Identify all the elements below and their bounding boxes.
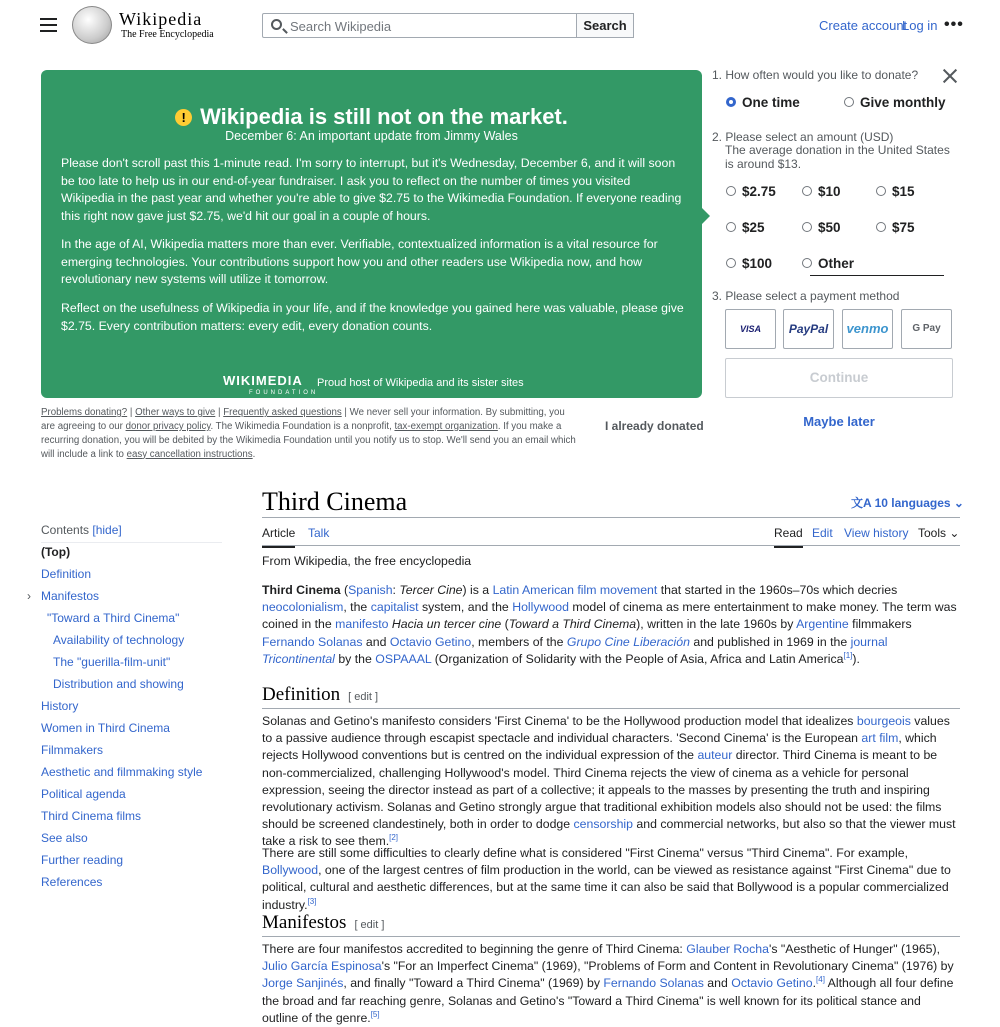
toc-hide-link[interactable]: [hide]: [92, 523, 122, 537]
edit-section-link[interactable]: [ edit ]: [354, 919, 385, 931]
tagline: The Free Encyclopedia: [121, 29, 214, 40]
toc-divider: [41, 542, 222, 543]
already-donated-button[interactable]: I already donated: [605, 419, 704, 433]
search-box[interactable]: [262, 13, 577, 38]
toc-item[interactable]: "Toward a Third Cinema": [47, 611, 180, 625]
create-account-link[interactable]: Create account: [819, 18, 908, 33]
tab-talk[interactable]: Talk: [308, 526, 330, 540]
search-input[interactable]: [290, 17, 570, 35]
one-time-radio[interactable]: One time: [726, 95, 800, 110]
banner-paragraph-2: In the age of AI, Wikipedia matters more than ever. Verifiable, contextualized information is a vital resource for emerging technologies. Your contributions support how you and other readers use Wikipedia now, and how revolutionary new systems will utilize it tomorrow.: [61, 237, 658, 286]
toc-item[interactable]: Aesthetic and filmmaking style: [41, 765, 203, 779]
article-link[interactable]: [5]: [370, 1009, 380, 1019]
tools-menu[interactable]: Tools ⌄: [918, 526, 960, 540]
close-icon[interactable]: [943, 69, 957, 83]
question-amount: 2. Please select an amount (USD): [712, 130, 894, 144]
article-link[interactable]: [4]: [816, 975, 825, 985]
tab-edit[interactable]: Edit: [812, 526, 833, 540]
definition-paragraph-1: Solanas and Getino's manifesto considers 'First Cinema' to be the Hollywood production model that idealizes bourgeois values to a passive audience through escapist spectacle and individual characters. 'Second Cinema' is the European art film, which rejects Hollywood conventions but is centred on the individual expression of the auteur director. Third Cinema is meant to be non-commercialized, challenging Hollywood's model. Third Cinema rejects the view of cinema as a vehicle for personal expression, seeing the director instead as part of a collective; it appeals to the masses by presenting the truth and inspiring revolutionary activism. Solanas and Getino strongly argue that traditional exhibition models also should not be used: the films should be screened clandestinely, both in order to dodge censorship and commercial networks, but also so that the viewer must take a risk to see them.[2]: [262, 714, 956, 849]
title-divider: [262, 517, 960, 518]
tab-view-history[interactable]: View history: [844, 526, 909, 540]
amount-radio-10[interactable]: $10: [802, 184, 841, 199]
banner-paragraph-1: Please don't scroll past this 1-minute read. I'm sorry to interrupt, but it's Wednesday, December 6, and it will soon be too late to help us in our end-of-year fundraiser. I ask you to reflect on the number of times you visited Wikipedia in the past year and whether you're able to give $2.75 to the Wikimedia Foundation. If everyone reading this right now gave just $2.75, we'd hit our goal in a couple of hours.: [61, 156, 682, 223]
article-link[interactable]: Tricontinental: [262, 651, 335, 666]
toc-item[interactable]: History: [41, 699, 79, 713]
maybe-later-button[interactable]: Maybe later: [803, 414, 875, 429]
tax-exempt-link[interactable]: tax-exempt organization: [394, 420, 498, 432]
article-link[interactable]: Fernando Solanas: [262, 634, 363, 649]
amount-radio-2-75[interactable]: $2.75: [726, 184, 776, 199]
banner-paragraph-3: Reflect on the usefulness of Wikipedia in your life, and if the knowledge you gained here was valuable, please give $2.75. Every contribution matters: every edit, every donation counts.: [61, 301, 684, 333]
banner-subtitle: December 6: An important update from Jimmy Wales: [225, 129, 518, 143]
tabs-divider: [262, 545, 960, 546]
info-icon: !: [175, 109, 192, 126]
search-icon: [271, 19, 282, 30]
toc-item[interactable]: Definition: [41, 567, 92, 581]
lead-paragraph: Third Cinema (Spanish: Tercer Cine) is a Latin American film movement that started in the 1960s–70s which decries neocolonialism, the capitalist system, and the Hollywood model of cinema as mere entertainment to make money. The term was coined in the manifesto Hacia un tercer cine (Toward a Third Cinema), written in the late 1960s by Argentine filmmakers Fernando Solanas and Octavio Getino, members of the Grupo Cine Liberación and published in 1969 in the journal Tricontinental by the OSPAAAL (Organization of Solidarity with the People of Asia, Africa and Latin America[1]).: [262, 583, 957, 666]
banner-title: ! Wikipedia is still not on the market.: [41, 104, 702, 130]
article-link[interactable]: auteur: [697, 748, 733, 763]
paypal-payment-button[interactable]: PayPal: [783, 309, 834, 349]
fundraising-banner: [41, 70, 702, 398]
faq-link[interactable]: Frequently asked questions: [223, 407, 342, 418]
toc-item[interactable]: References: [41, 875, 103, 889]
banner-footer-text: Proud host of Wikipedia and its sister sites: [317, 377, 524, 389]
article-link[interactable]: [2]: [389, 833, 399, 843]
other-ways-link[interactable]: Other ways to give: [135, 407, 216, 418]
toc-item[interactable]: Availability of technology: [53, 633, 185, 647]
article-link[interactable]: Hollywood: [512, 600, 569, 615]
venmo-payment-button[interactable]: venmo: [842, 309, 893, 349]
article-link[interactable]: censorship: [573, 817, 633, 832]
toc-item[interactable]: Women in Third Cinema: [41, 721, 170, 735]
toc-expand-icon[interactable]: ›: [27, 589, 31, 603]
section-heading-definition: Definition [ edit ]: [262, 684, 960, 709]
amount-radio-100[interactable]: $100: [726, 256, 772, 271]
donation-fine-print: Problems donating? | Other ways to give | Frequently asked questions | We never sell your information. By submitting, you are agreeing to our donor privacy policy. The Wikimedia Foundation is a nonprofit, tax-exempt organization. If you make a recurring donation, you will be debited by the Wikimedia Foundation until you notify us to stop. We'll send you an email which will include a link to easy cancellation instructions.: [41, 407, 576, 460]
amount-radio-15[interactable]: $15: [876, 184, 915, 199]
tab-read[interactable]: Read: [774, 526, 803, 548]
article-link[interactable]: OSPAAAL: [375, 651, 432, 666]
toc-item[interactable]: Filmmakers: [41, 743, 103, 757]
article-link[interactable]: Jorge Sanjinés: [262, 976, 344, 991]
toc-item[interactable]: (Top): [41, 545, 71, 559]
search-button[interactable]: Search: [576, 13, 634, 38]
card-payment-button[interactable]: VISA: [725, 309, 776, 349]
problems-donating-link[interactable]: Problems donating?: [41, 407, 128, 418]
toc-item[interactable]: Manifestos: [41, 589, 100, 603]
continue-button[interactable]: Continue: [725, 358, 953, 398]
article-link[interactable]: Spanish: [348, 583, 393, 597]
article-link[interactable]: [3]: [307, 896, 317, 906]
translate-icon: 文A: [851, 496, 875, 510]
article-link[interactable]: Argentine: [796, 617, 849, 632]
site-subtitle: From Wikipedia, the free encyclopedia: [262, 554, 472, 568]
section-heading-manifestos: Manifestos [ edit ]: [262, 912, 960, 937]
toc-heading: Contents [hide]: [41, 523, 122, 537]
other-amount-field[interactable]: [810, 275, 944, 276]
site-header: [0, 0, 1000, 52]
article-link[interactable]: journal: [850, 634, 888, 649]
article-link[interactable]: neocolonialism: [262, 600, 344, 615]
article-link[interactable]: Glauber Rocha: [686, 942, 769, 956]
hamburger-menu-icon[interactable]: [40, 18, 57, 32]
edit-section-link[interactable]: [ edit ]: [348, 691, 379, 703]
language-selector[interactable]: 文A 10 languages ⌄: [851, 496, 964, 510]
amount-radio-other[interactable]: Other: [802, 256, 854, 271]
amount-radio-75[interactable]: $75: [876, 220, 915, 235]
amount-radio-50[interactable]: $50: [802, 220, 841, 235]
google-pay-button[interactable]: G Pay: [901, 309, 952, 349]
article-link[interactable]: Octavio Getino: [731, 976, 813, 991]
article-link[interactable]: Octavio Getino: [389, 634, 472, 649]
article-link[interactable]: manifesto: [335, 617, 389, 632]
article-link[interactable]: Bollywood: [262, 863, 319, 878]
toc-item[interactable]: Third Cinema films: [41, 809, 142, 823]
article-link[interactable]: Fernando Solanas: [603, 976, 704, 991]
amount-radio-25[interactable]: $25: [726, 220, 765, 235]
wikimedia-foundation-logo: WIKIMEDIA FOUNDATION: [223, 373, 319, 396]
page-title: Third Cinema: [262, 487, 408, 516]
tab-article[interactable]: Article: [262, 526, 295, 548]
question-frequency: 1. How often would you like to donate?: [712, 68, 919, 82]
more-options-icon[interactable]: •••: [944, 16, 964, 33]
definition-paragraph-2: There are still some difficulties to clearly define what is considered "First Cinema" versus "Third Cinema". For example, Bollywood, one of the largest centres of film production in the world, can be viewed as resistance against "First Cinema" due to political, cultural and aesthetic differences, but at the same time it can also be said that Bollywood is a popular commercialized industry.[3]: [262, 846, 951, 912]
wordmark[interactable]: Wikipedia: [119, 9, 203, 29]
article-link[interactable]: Julio García Espinosa: [262, 959, 382, 974]
toc-item[interactable]: The "guerilla-film-unit": [53, 655, 171, 669]
article-link[interactable]: art film: [861, 731, 899, 746]
article-link[interactable]: Latin American film movement: [492, 583, 658, 597]
question-payment: 3. Please select a payment method: [712, 289, 900, 303]
toc-item[interactable]: Political agenda: [41, 787, 126, 801]
article-link[interactable]: capitalist: [370, 600, 419, 615]
cancellation-link[interactable]: easy cancellation instructions: [126, 448, 253, 460]
article-link[interactable]: bourgeois: [856, 714, 911, 728]
average-donation-note: The average donation in the United States is around $13.: [725, 143, 950, 171]
article-link[interactable]: [1]: [843, 650, 853, 660]
toc-item[interactable]: Further reading: [41, 853, 124, 867]
toc-item[interactable]: Distribution and showing: [53, 677, 184, 691]
toc-item[interactable]: See also: [41, 831, 88, 845]
log-in-link[interactable]: Log in: [902, 18, 938, 33]
wikipedia-globe-logo[interactable]: [72, 6, 112, 44]
article-link[interactable]: Grupo Cine Liberación: [566, 634, 690, 649]
privacy-policy-link[interactable]: donor privacy policy: [125, 420, 211, 432]
manifestos-paragraph: There are four manifestos accredited to beginning the genre of Third Cinema: Glauber Rocha's "Aesthetic of Hunger" (1965), Julio García Espinosa's "For an Imperfect Cinema" (1969), "Problems of Form and Content in Revolutionary Cinema" (1976) by Jorge Sanjinés, and finally "Toward a Third Cinema" (1969) by Fernando Solanas and Octavio Getino.[4] Although all four define the broad and far reaching genre, Solanas and Getino's "Toward a Third Cinema" is well known for its political stance and outline of the genre.[5]: [262, 942, 954, 1025]
give-monthly-radio[interactable]: Give monthly: [844, 95, 946, 110]
